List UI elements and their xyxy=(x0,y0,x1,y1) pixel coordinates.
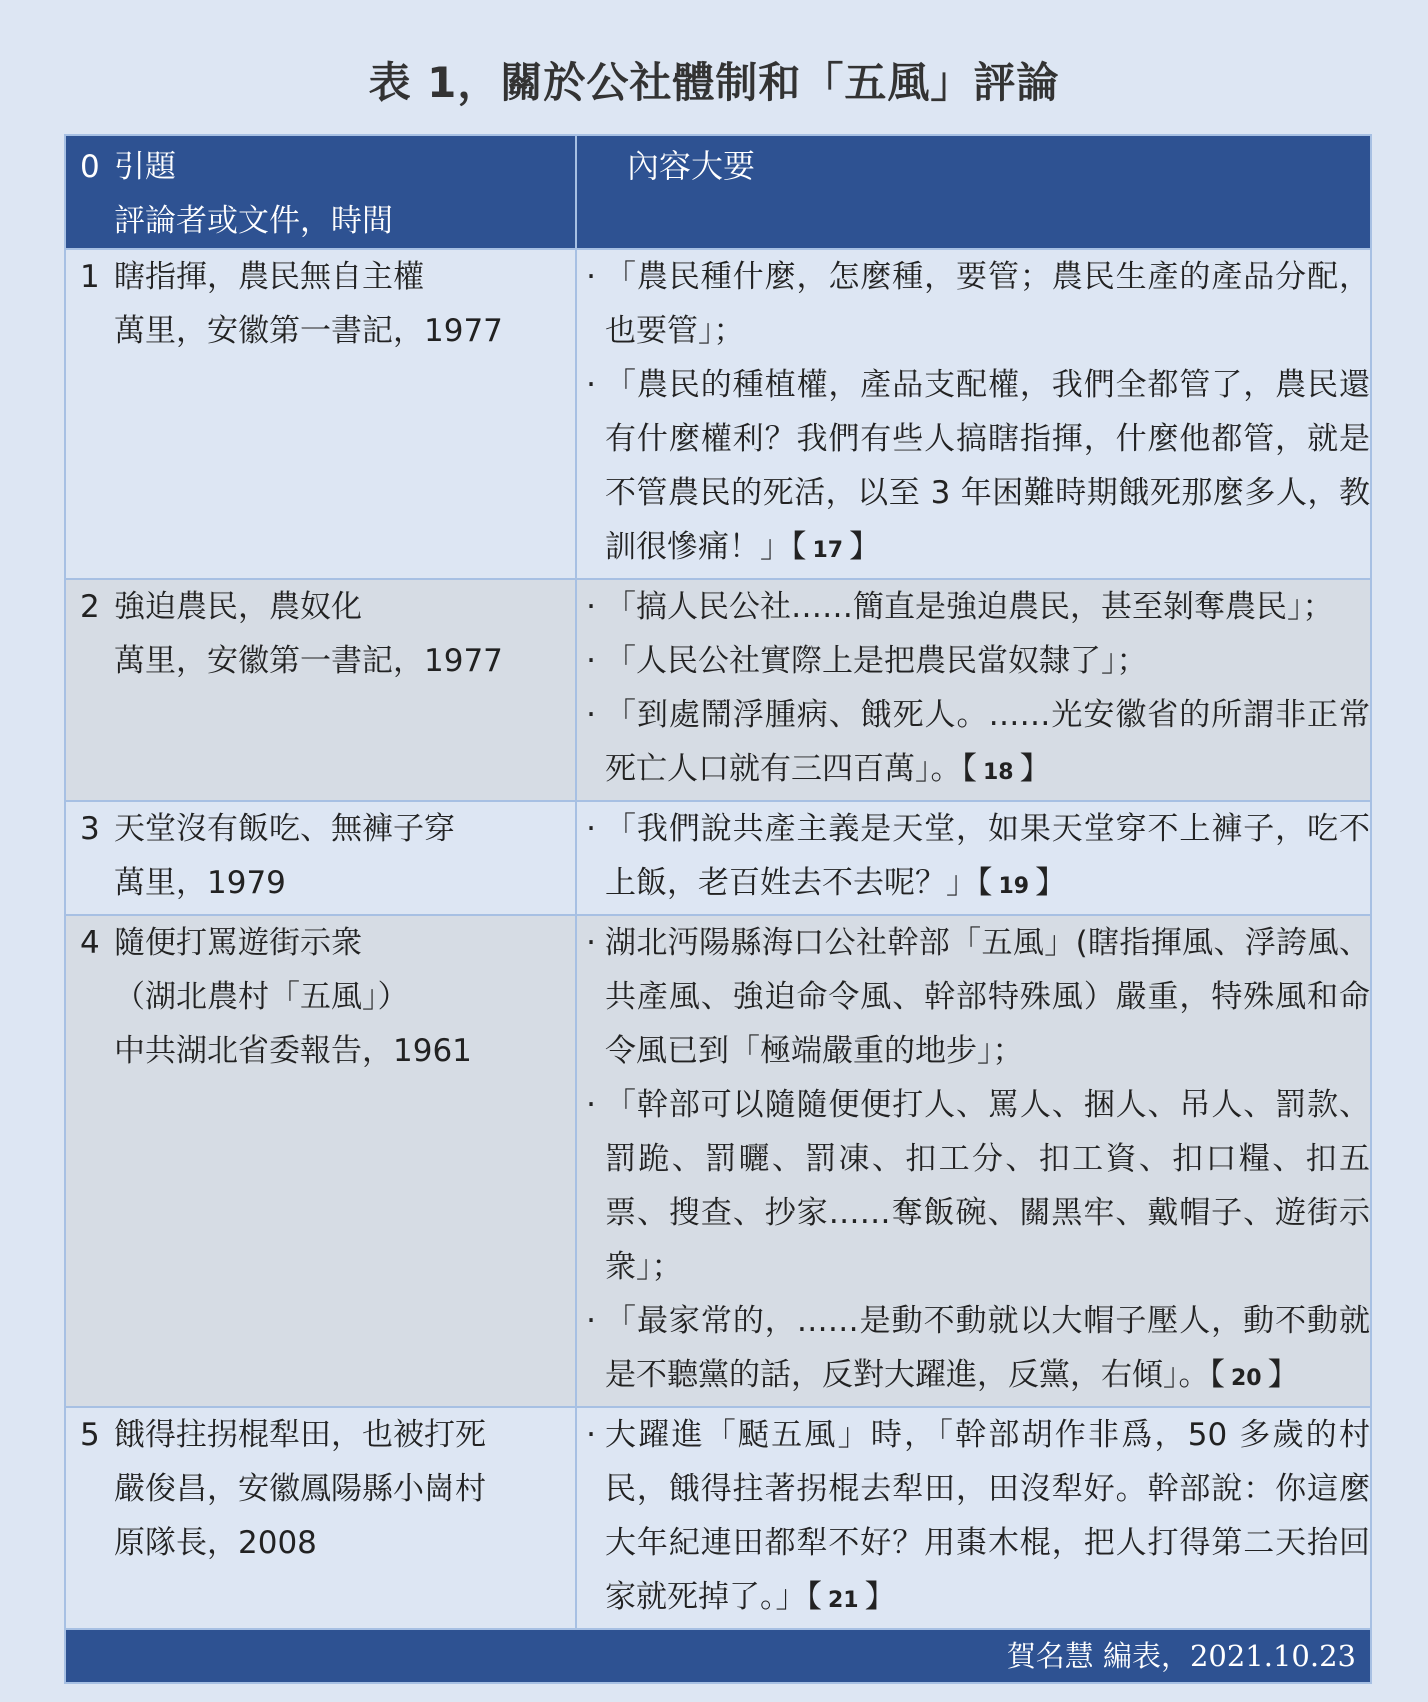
list-item: · 「農民的種植權，產品支配權，我們全都管了，農民還有什麼權利？我們有些人搞瞎指揮，什麼他都管，就是不管農民的死活，以至 3 年困難時期餓死那麼多人，教訓很慘痛！」【 17 】 xyxy=(586,367,1370,565)
footnote-ref: 21 xyxy=(828,1588,859,1613)
list-item: · 「我們說共產主義是天堂，如果天堂穿不上褲子，吃不上飯，老百姓去不去呢？」【 19 】 xyxy=(586,811,1370,901)
row-commenter: 萬里，1979 xyxy=(114,865,286,901)
row-topic: 餓得拄拐棍犁田，也被打死 xyxy=(114,1417,486,1453)
header-commenter: 評論者或文件，時間 xyxy=(114,203,393,239)
table-row xyxy=(65,915,1371,1407)
row-topic-cell xyxy=(65,801,576,915)
header-col2 xyxy=(576,135,1371,249)
row-summary-cell xyxy=(576,1407,1371,1629)
author-credit: 賀名慧 編表，2021.10.23 xyxy=(1006,1639,1356,1673)
footnote-ref: 20 xyxy=(1231,1366,1262,1391)
row-summary-cell xyxy=(576,579,1371,801)
row-number: 2 xyxy=(80,589,100,625)
header-topic: 引題 xyxy=(114,149,176,185)
row-summary-cell xyxy=(576,801,1371,915)
row-summary-cell xyxy=(576,249,1371,579)
header-col1 xyxy=(65,135,576,249)
footer-cell xyxy=(65,1629,1371,1683)
table-row xyxy=(65,579,1371,801)
header-summary: 內容大要 xyxy=(627,147,756,185)
table-row xyxy=(65,1407,1371,1629)
row-topic: 天堂沒有飯吃、無褲子穿 xyxy=(114,811,455,847)
row-topic: 瞎指揮，農民無自主權 xyxy=(114,259,424,295)
list-item: · 「搞人民公社……簡直是強迫農民，甚至剝奪農民」； xyxy=(586,589,1334,625)
row-number: 5 xyxy=(80,1417,100,1453)
table-title: 表 1，關於公社體制和「五風」評論 xyxy=(368,58,1060,107)
comment-table xyxy=(64,134,1372,1684)
row-commenter-role: 原隊長，2008 xyxy=(114,1525,317,1561)
list-item: · 「農民種什麼，怎麼種，要管；農民生產的產品分配，也要管」； xyxy=(586,259,1370,349)
row-commenter: 中共湖北省委報告，1961 xyxy=(114,1033,472,1069)
header-num: 0 xyxy=(80,149,100,185)
footnote-ref: 19 xyxy=(998,874,1030,899)
table-footer-row xyxy=(65,1629,1371,1683)
row-number: 1 xyxy=(80,259,100,295)
row-topic: 隨便打罵遊街示衆 xyxy=(114,925,362,961)
list-item: · 大躍進「颳五風」時，「幹部胡作非爲，50 多歲的村民，餓得拄著拐棍去犁田，田沒犁好。幹部說：你這麼大年紀連田都犁不好？用棗木棍，把人打得第二天抬回家就死掉了。」【 21 】 xyxy=(586,1417,1370,1615)
row-commenter: 萬里，安徽第一書記，1977 xyxy=(114,313,503,349)
footnote-ref: 17 xyxy=(812,538,844,563)
list-item: · 「到處鬧浮腫病、餓死人。……光安徽省的所謂非正常死亡人口就有三四百萬」。【 18 】 xyxy=(586,697,1370,787)
row-topic-cell xyxy=(65,1407,576,1629)
row-subtopic: （湖北農村「五風」） xyxy=(114,979,409,1015)
list-item: · 「幹部可以隨隨便便打人、罵人、捆人、吊人、罰款、罰跪、罰曬、罰凍、扣工分、扣工資、扣口糧、扣五票、搜查、抄家……奪飯碗、關黑牢、戴帽子、遊街示衆」； xyxy=(586,1087,1370,1285)
list-item: · 「人民公社實際上是把農民當奴隸了」； xyxy=(586,643,1148,679)
table-row xyxy=(65,249,1371,579)
row-topic-cell xyxy=(65,579,576,801)
row-commenter: 嚴俊昌，安徽鳳陽縣小崗村 xyxy=(114,1471,486,1507)
list-item: · 「最家常的，……是動不動就以大帽子壓人，動不動就是不聽黨的話，反對大躍進，反黨，右傾」。【 20 】 xyxy=(586,1303,1370,1393)
footnote-ref: 18 xyxy=(983,760,1014,785)
row-number: 3 xyxy=(80,811,100,847)
list-item: · 湖北沔陽縣海口公社幹部「五風」(瞎指揮風、浮誇風、共產風、強迫命令風、幹部特殊風）嚴重，特殊風和命令風已到「極端嚴重的地步」； xyxy=(586,925,1370,1069)
table-row xyxy=(65,801,1371,915)
row-commenter: 萬里，安徽第一書記，1977 xyxy=(114,643,503,679)
row-topic-cell xyxy=(65,915,576,1407)
row-topic-cell xyxy=(65,249,576,579)
row-number: 4 xyxy=(80,925,100,961)
row-summary-cell xyxy=(576,915,1371,1407)
table-header-row xyxy=(65,135,1371,249)
row-topic: 強迫農民，農奴化 xyxy=(114,589,362,625)
